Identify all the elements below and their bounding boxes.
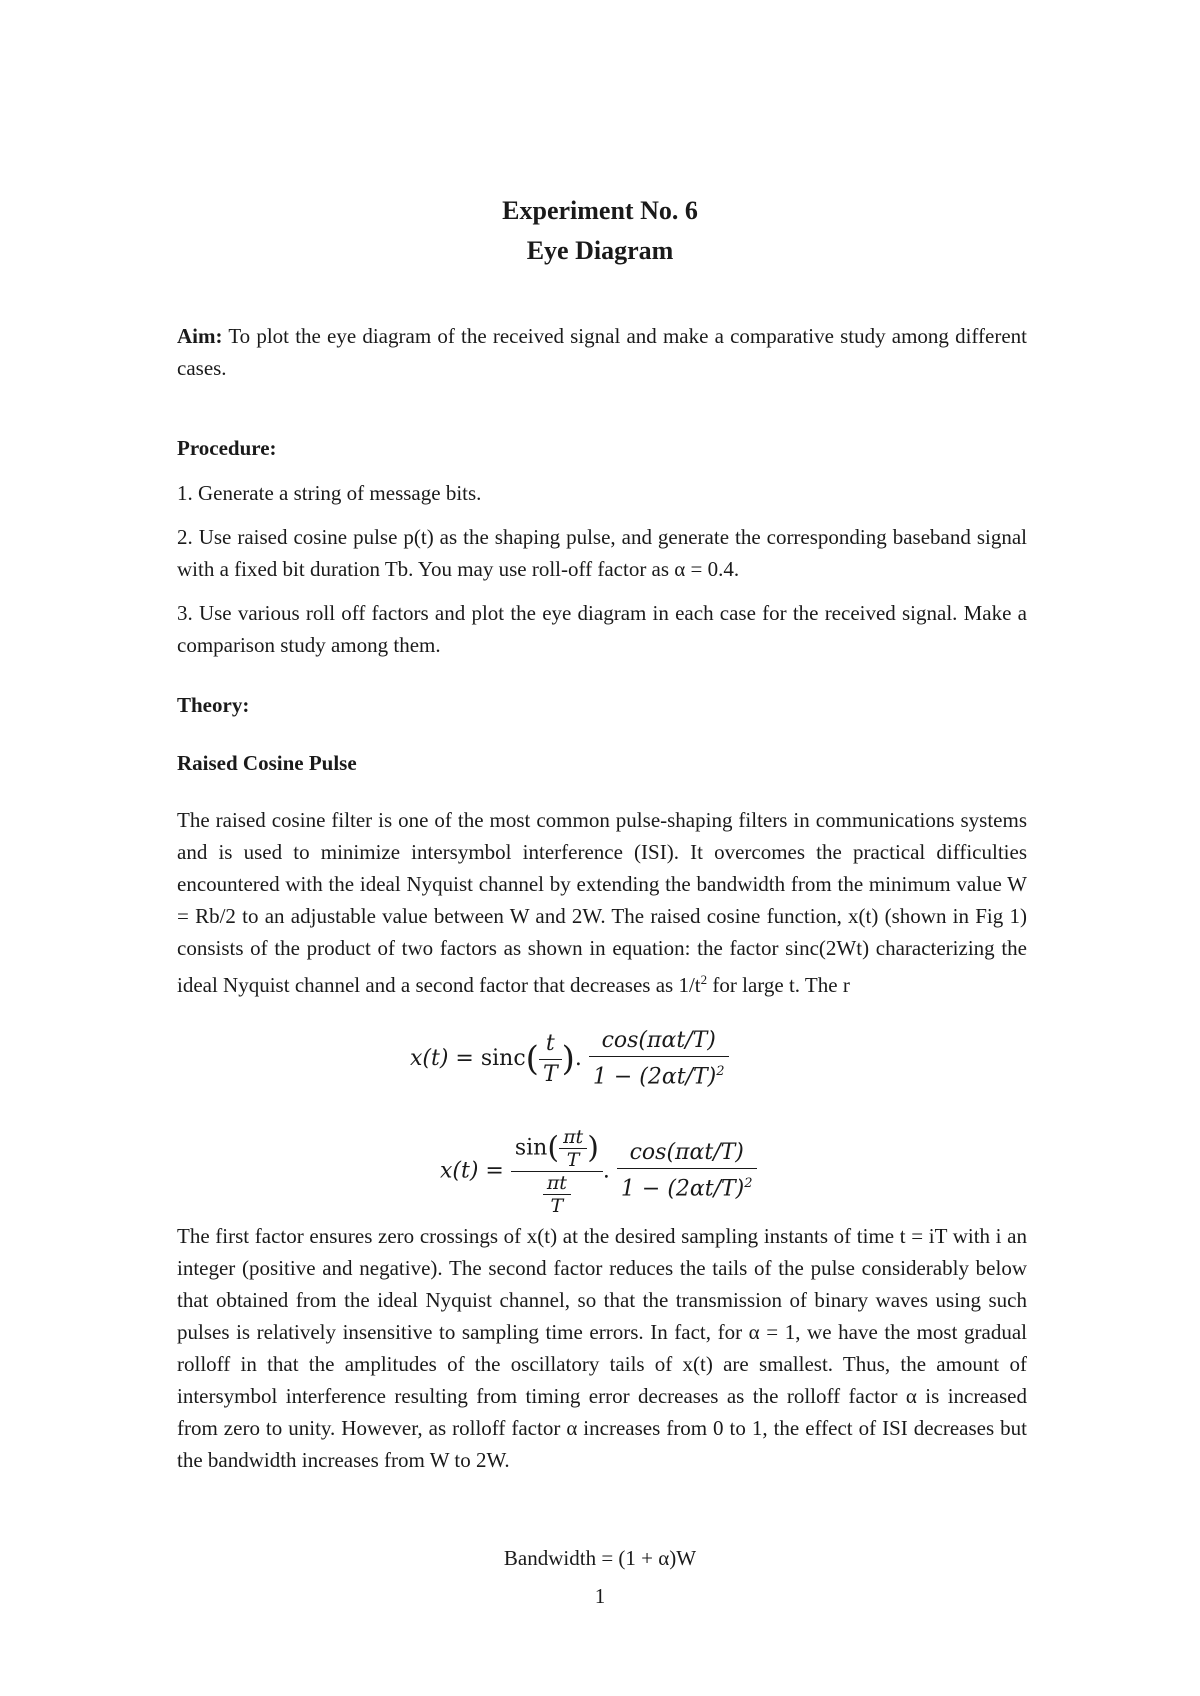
theory-paragraph-1 (177, 804, 1027, 1001)
raised-cosine-equation-2: x(t) = sin( $\frac{\pi t}{T}$ ) $\frac{\pi t}{T}$ . $\frac{\text{cos(παt/T)}}{1 - (2\alpha t/T)^2}$ (440, 1126, 757, 1217)
procedure-step-1: 1. Generate a string of message bits. (177, 481, 482, 505)
eq2-fraction-den: 1 − (2αt/T) (620, 1176, 745, 1202)
eq1-lhs: x(t) = (410, 1046, 474, 1072)
theory-paragraph-1-sup: 2 (700, 972, 708, 987)
procedure-step-2: 2. Use raised cosine pulse p(t) as the shaping pulse, and generate the corresponding baseband signal with a fixed bit duration Tb. You may use roll-off factor as α = 0.4. (177, 525, 1027, 581)
aim-label: Aim: (177, 324, 223, 348)
eq1-fraction-den: 1 − (2αt/T) (592, 1064, 717, 1090)
eq1-sinc: sinc (480, 1046, 526, 1072)
eq2-sin-den: T (566, 1149, 580, 1171)
eq1-fraction-num: cos(παt/T) (589, 1026, 729, 1057)
raised-cosine-equation-1: x(t) = sinc( $\frac{t}{T}$ ). $\frac{\text{cos(παt/T)}}{1 - (2\alpha t/T)^2}$ (410, 1026, 729, 1092)
theory-paragraph-1-text: The raised cosine filter is one of the most common pulse-shaping filters in communications systems and is used to minimize intersymbol interference (ISI). It overcomes the practical difficulties encountered with the ideal Nyquist channel by extending the bandwidth from the minimum value W = Rb/2 to an adjustable value between W and 2W. The raised cosine function, x(t) (shown in Fig 1) consists of the product of two factors as shown in equation: the factor sinc(2Wt) characterizing the ideal Nyquist channel and a second factor that decreases as 1/t (177, 808, 1027, 997)
eq2-sin-num: πt (559, 1126, 587, 1149)
eq1-sinc-num: t (539, 1029, 562, 1060)
eq2-lhs: x(t) = (440, 1158, 504, 1184)
aim-paragraph (177, 320, 1027, 384)
eq1-sinc-den: T (542, 1061, 558, 1087)
procedure-step-3: 3. Use various roll off factors and plot the eye diagram in each case for the received signal. Make a comparison study among them. (177, 601, 1027, 657)
page-subtitle: Eye Diagram (526, 236, 674, 265)
eq2-pit-den: T (550, 1195, 564, 1217)
theory-paragraph-2: The first factor ensures zero crossings of x(t) at the desired sampling instants of time t = iT with i an integer (positive and negative). The second factor reduces the tails of the pulse considerably below that obtained from the ideal Nyquist channel, so that the transmission of binary waves using such pulses is relatively insensitive to sampling time errors. In fact, for α = 1, we have the most gradual rolloff in that the amplitudes of the oscillatory tails of x(t) are smallest. Thus, the amount of intersymbol interference resulting from timing error decreases as the rolloff factor α is increased from zero to unity. However, as rolloff factor α increases from 0 to 1, the effect of ISI decreases but the bandwidth increases from W to 2W. (177, 1224, 1027, 1472)
theory-heading: Theory: (177, 693, 250, 717)
procedure-heading: Procedure: (177, 436, 277, 460)
bandwidth-equation: Bandwidth = (1 + α)W (503, 1546, 697, 1570)
eq2-fraction-num: cos(παt/T) (617, 1138, 757, 1169)
eq2-pit-num: πt (543, 1172, 571, 1195)
aim-text: To plot the eye diagram of the received signal and make a comparative study among different cases. (177, 324, 1028, 380)
page-title: Experiment No. 6 (502, 196, 698, 225)
theory-paragraph-1-tail: for large t. The r (707, 973, 850, 997)
theory-subheading: Raised Cosine Pulse (177, 751, 357, 775)
eq2-sin: sin (514, 1135, 548, 1161)
eq1-dot: . (574, 1046, 582, 1072)
page-number: 1 (594, 1584, 606, 1608)
eq2-fraction-den-sup: 2 (744, 1176, 753, 1192)
eq2-dot: . (602, 1158, 610, 1184)
eq1-fraction-den-sup: 2 (716, 1064, 725, 1079)
